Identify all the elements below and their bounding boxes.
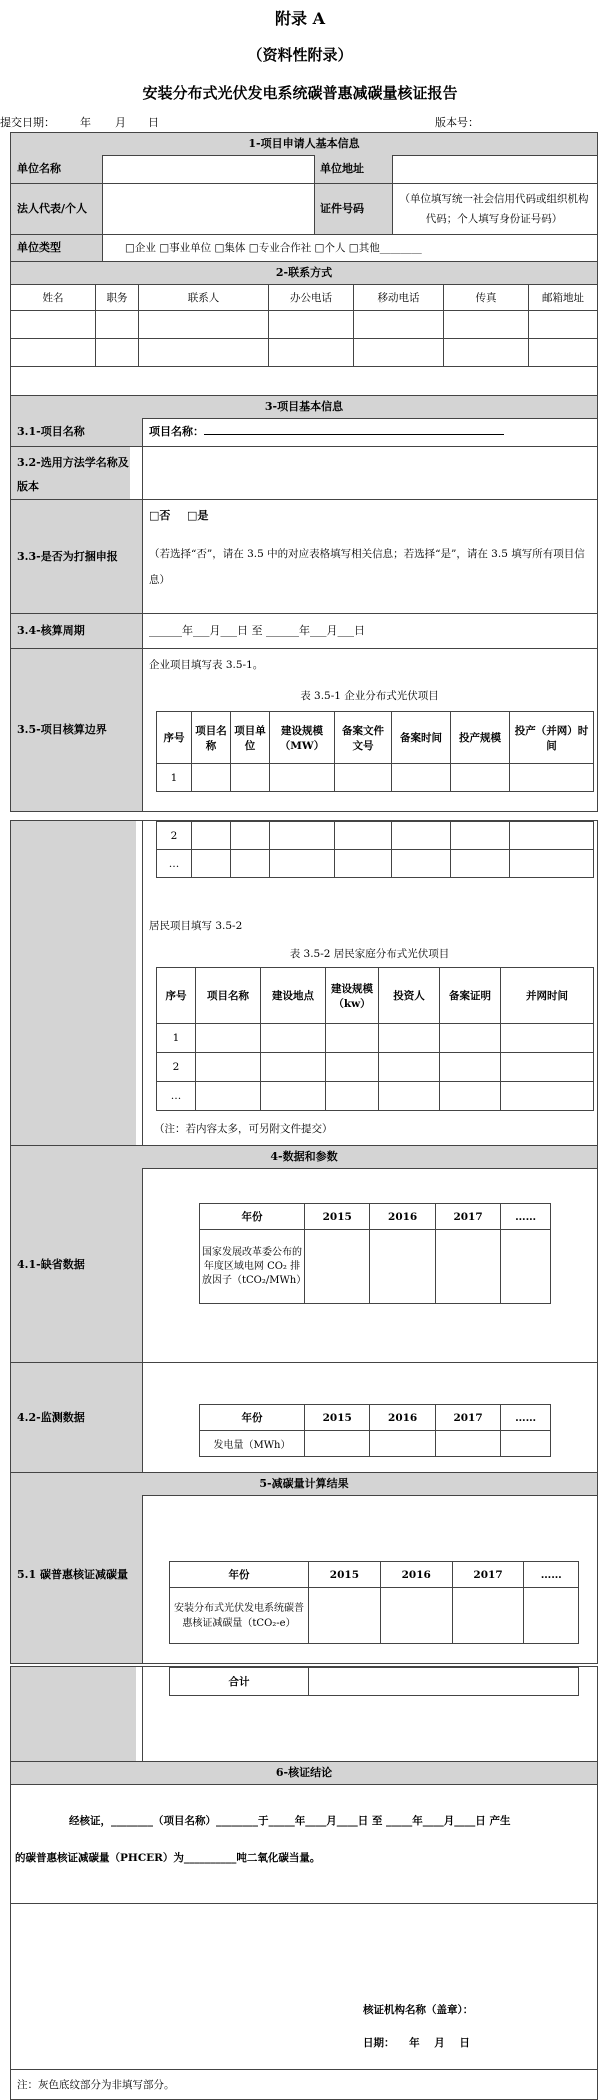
corp-row-no: … — [157, 850, 192, 878]
table-row[interactable] — [157, 1082, 594, 1111]
res-col-cert: 备案证明 — [440, 968, 501, 1024]
form-page-1 — [10, 132, 598, 812]
contact-row[interactable] — [11, 339, 598, 367]
submit-year: 年 — [80, 116, 91, 129]
project-name-field[interactable] — [149, 418, 589, 446]
corp-col-doc: 备案文件文号 — [335, 712, 392, 764]
monitor-data-table — [199, 1404, 551, 1457]
boundary-label: 3.5-项目核算边界 — [11, 649, 142, 811]
corp-col-name: 项目名称 — [192, 712, 231, 764]
table-row[interactable] — [157, 1024, 594, 1053]
submit-meta — [0, 114, 600, 130]
default-col-2016: 2016 — [370, 1204, 435, 1230]
period-label: 3.4-核算周期 — [11, 614, 142, 648]
section-3-header: 3-项目基本信息 — [11, 395, 597, 419]
section-4-header: 4-数据和参数 — [11, 1145, 597, 1169]
section-2-header: 2-联系方式 — [11, 261, 597, 285]
appendix-note: （资料性附录） — [247, 46, 353, 64]
bundle-hint: （若选择“否”，请在 3.5 中的对应表格填写相关信息；若选择“是”，请在 3.5 填写所有项目信息） — [149, 548, 585, 586]
unit-name-label: 单位名称 — [11, 155, 102, 183]
appendix-title: 附录 A — [275, 9, 325, 28]
section-6-header: 6-核证结论 — [11, 1761, 597, 1785]
corp-col-unit: 项目单位 — [231, 712, 270, 764]
phcer-col-2016: 2016 — [380, 1562, 452, 1588]
cert-no-hint[interactable]: （单位填写统一社会信用代码或组织机构代码；个人填写身份证号码） — [399, 193, 589, 225]
res-row-no: 1 — [157, 1024, 196, 1053]
phcer-table — [169, 1561, 579, 1644]
project-name-label: 3.1-项目名称 — [11, 418, 142, 446]
table-row[interactable] — [200, 1230, 551, 1304]
unit-type-label: 单位类型 — [11, 235, 102, 261]
monitor-col-more: …… — [501, 1405, 551, 1431]
corp-col-scale: 建设规模（MW） — [270, 712, 335, 764]
monitor-col-2016: 2016 — [370, 1405, 435, 1431]
section-1-header: 1-项目申请人基本信息 — [11, 132, 597, 156]
res-col-location: 建设地点 — [261, 968, 326, 1024]
table-row[interactable] — [157, 850, 594, 878]
contact-table — [10, 284, 598, 367]
project-name-prefix: 项目名称： — [149, 425, 204, 438]
corp-col-prod-scale: 投产规模 — [451, 712, 510, 764]
phcer-row-label: 安装分布式光伏发电系统碳普惠核证减碳量（tCO₂-e） — [170, 1588, 309, 1644]
footnote: 注：灰色底纹部分为非填写部分。 — [17, 2079, 175, 2091]
res-project-table — [156, 967, 594, 1111]
contact-col-name: 姓名 — [11, 285, 96, 311]
corp-fill-note: 企业项目填写表 3.5-1。 — [149, 659, 264, 671]
contact-col-mobile: 移动电话 — [354, 285, 444, 311]
corp-col-prod-time: 投产（并网）时间 — [510, 712, 594, 764]
power-label: 发电量（MWh） — [200, 1431, 305, 1457]
legal-rep-field[interactable] — [102, 184, 314, 234]
unit-address-field[interactable] — [392, 155, 597, 183]
corp-table-title: 表 3.5-1 企业分布式光伏项目 — [300, 690, 439, 702]
contact-col-contact: 联系人 — [139, 285, 269, 311]
corp-project-table-cont — [156, 821, 594, 878]
sign-date-label: 日期： 年 月 日 — [363, 2037, 470, 2049]
phcer-total-label: 合计 — [170, 1668, 309, 1696]
default-col-2015: 2015 — [305, 1204, 370, 1230]
section-5-header: 5-减碳量计算结果 — [11, 1472, 597, 1496]
table-row[interactable] — [157, 1053, 594, 1082]
monitor-data-label: 4.2-监测数据 — [11, 1363, 142, 1472]
res-col-grid-time: 并网时间 — [501, 968, 594, 1024]
res-col-no: 序号 — [157, 968, 196, 1024]
table-row[interactable] — [170, 1668, 579, 1696]
default-col-more: …… — [501, 1204, 551, 1230]
bundle-yes-checkbox[interactable]: □是 — [187, 509, 209, 522]
default-data-label: 4.1-缺省数据 — [11, 1168, 142, 1362]
contact-col-office-phone: 办公电话 — [269, 285, 354, 311]
submit-date-label: 提交日期： — [0, 116, 55, 129]
phcer-total-table — [169, 1667, 579, 1696]
contact-col-fax: 传真 — [444, 285, 529, 311]
corp-row-no: 2 — [157, 822, 192, 850]
methodology-field[interactable] — [142, 447, 592, 499]
contact-col-title: 职务 — [96, 285, 139, 311]
corp-project-table — [156, 711, 594, 792]
conclusion-line-2: 的碳普惠核证减碳量（PHCER）为__________吨二氧化碳当量。 — [15, 1852, 321, 1864]
contact-col-email: 邮箱地址 — [529, 285, 598, 311]
form-page-3 — [10, 1666, 598, 2100]
default-col-2017: 2017 — [435, 1204, 500, 1230]
conclusion-line-1: 经核证，________（项目名称）________于_____年____月____日 至 _____年____月____日 产生 — [69, 1815, 511, 1827]
table-row[interactable] — [157, 822, 594, 850]
cert-no-label: 证件号码 — [314, 184, 392, 234]
form-page-2 — [10, 820, 598, 1664]
unit-name-field[interactable] — [102, 155, 314, 183]
table-row[interactable] — [200, 1431, 551, 1457]
page-title: 安装分布式光伏发电系统碳普惠减碳量核证报告 — [142, 84, 458, 102]
factor-label: 国家发展改革委公布的年度区域电网 CO₂ 排放因子（tCO₂/MWh） — [200, 1230, 305, 1304]
res-col-scale: 建设规模（kw） — [326, 968, 379, 1024]
default-col-year: 年份 — [200, 1204, 305, 1230]
bundle-no-checkbox[interactable]: □否 — [149, 509, 171, 522]
corp-col-doc-time: 备案时间 — [392, 712, 451, 764]
unit-address-label: 单位地址 — [314, 155, 392, 183]
res-row-no: 2 — [157, 1053, 196, 1082]
res-fill-note: 居民项目填写 3.5-2 — [149, 920, 243, 932]
monitor-col-year: 年份 — [200, 1405, 305, 1431]
res-col-name: 项目名称 — [196, 968, 261, 1024]
contact-row[interactable] — [11, 311, 598, 339]
bundle-label: 3.3-是否为打捆申报 — [11, 500, 142, 613]
phcer-col-2015: 2015 — [309, 1562, 381, 1588]
res-table-title: 表 3.5-2 居民家庭分布式光伏项目 — [289, 948, 450, 960]
phcer-col-more: …… — [524, 1562, 579, 1588]
table-row[interactable] — [170, 1588, 579, 1644]
res-row-no: … — [157, 1082, 196, 1111]
phcer-label: 5.1 碳普惠核证减碳量 — [11, 1495, 142, 1663]
unit-type-options[interactable]: □企业 □事业单位 □集体 □专业合作社 □个人 □其他________ — [125, 242, 422, 254]
table-row[interactable] — [157, 764, 594, 792]
phcer-col-year: 年份 — [170, 1562, 309, 1588]
legal-rep-label: 法人代表/个人 — [11, 184, 102, 234]
corp-row-no: 1 — [157, 764, 192, 792]
monitor-col-2017: 2017 — [435, 1405, 500, 1431]
methodology-label: 3.2-选用方法学名称及版本 — [11, 447, 130, 499]
submit-day: 日 — [148, 116, 159, 129]
res-note: （注：若内容太多，可另附文件提交） — [154, 1123, 333, 1135]
corp-col-no: 序号 — [157, 712, 192, 764]
phcer-col-2017: 2017 — [452, 1562, 524, 1588]
monitor-col-2015: 2015 — [305, 1405, 370, 1431]
org-seal-label: 核证机构名称（盖章）： — [363, 2004, 474, 2016]
version-label: 版本号： — [435, 116, 479, 129]
res-col-investor: 投资人 — [379, 968, 440, 1024]
period-field[interactable]: ______年___月___日 至 ______年___月___日 — [149, 624, 365, 637]
submit-month: 月 — [115, 116, 126, 129]
default-data-table — [199, 1203, 551, 1304]
phcer-total-value[interactable] — [309, 1668, 579, 1696]
